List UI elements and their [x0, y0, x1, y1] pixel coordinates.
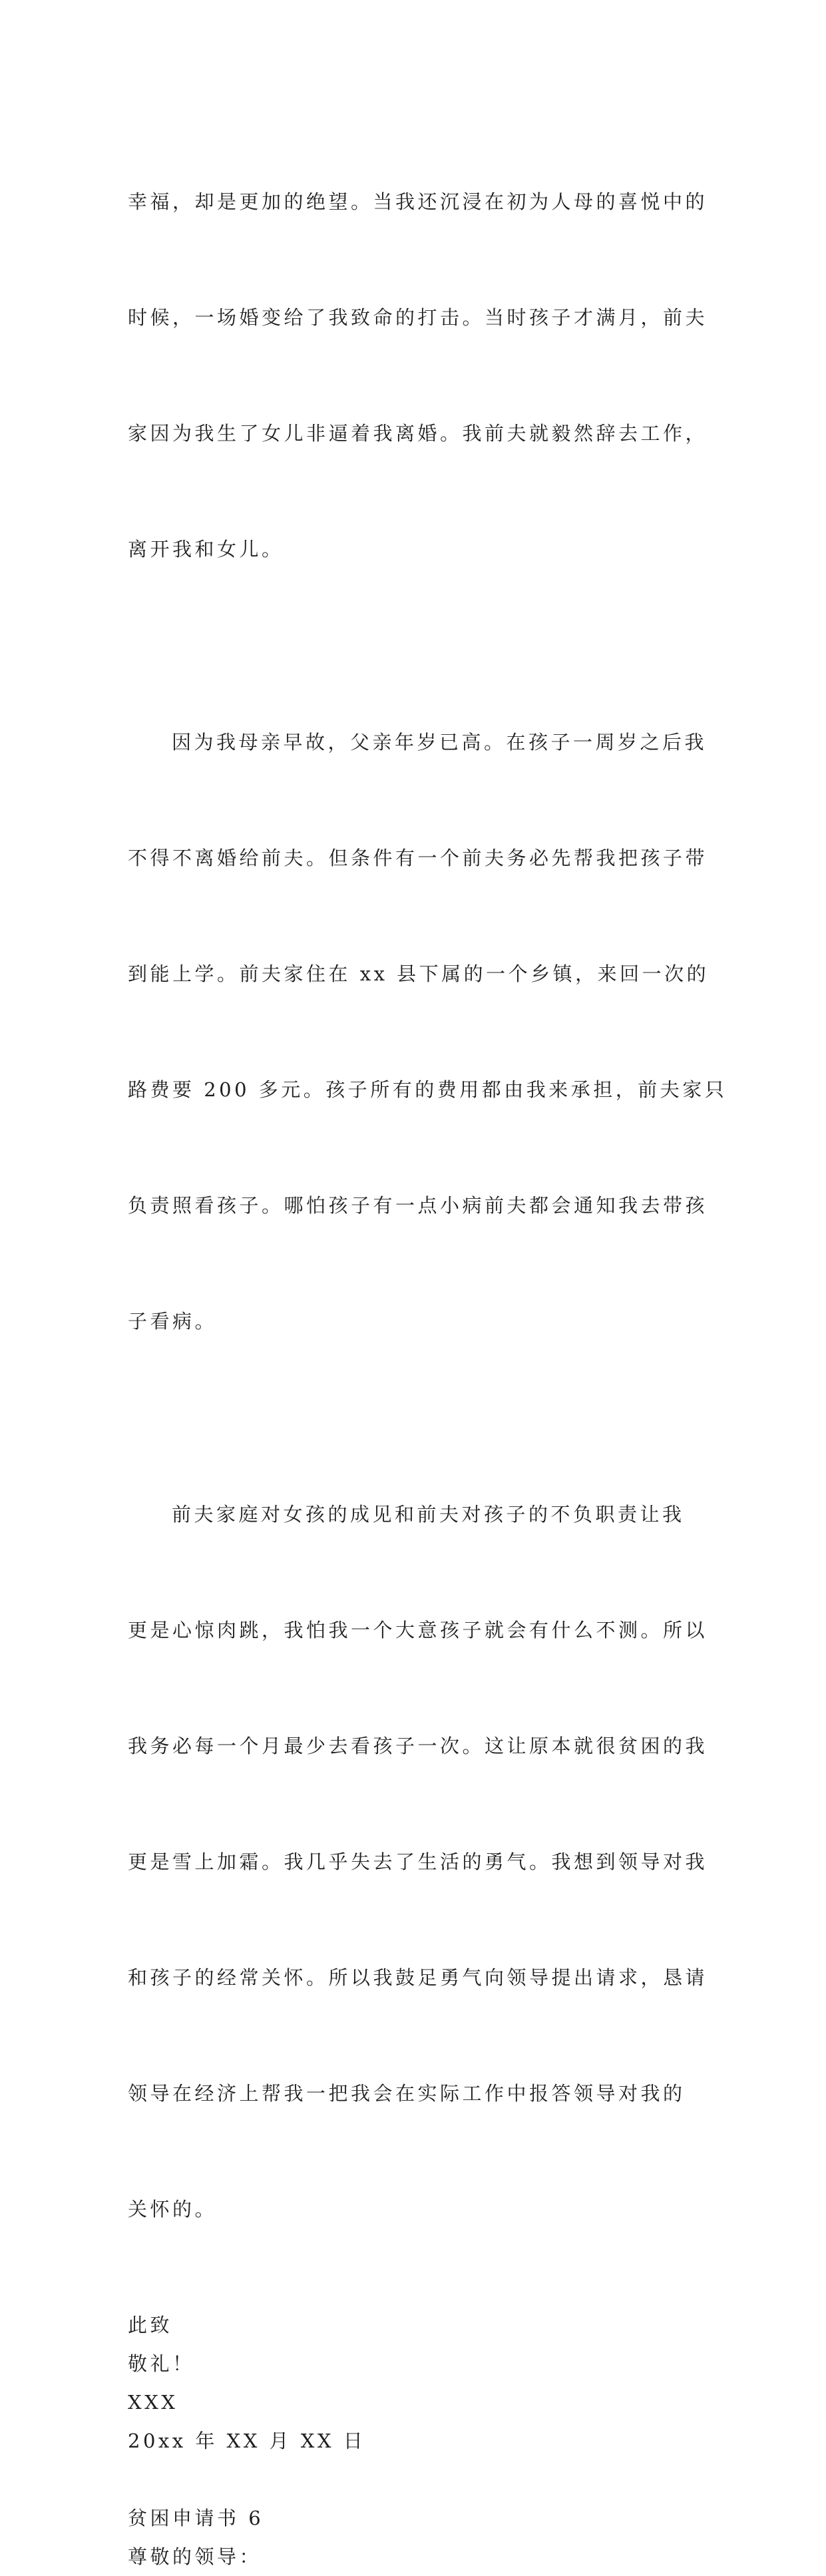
paragraph-3-line: 我务必每一个月最少去看孩子一次。这让原本就很贫困的我	[128, 1735, 708, 1757]
salute-line: 敬礼！	[128, 2352, 195, 2375]
letter-body	[128, 105, 727, 2576]
paragraph-3-line: 和孩子的经常关怀。所以我鼓足勇气向领导提出请求，恳请	[128, 1966, 708, 1989]
paragraph-2-line: 子看病。	[128, 1310, 218, 1333]
paragraph-1-line: 家因为我生了女儿非逼着我离婚。我前夫就毅然辞去工作，	[128, 422, 708, 445]
paragraph-3	[128, 1418, 708, 2306]
paragraph-3-line: 更是雪上加霜。我几乎失去了生活的勇气。我想到领导对我	[128, 1850, 708, 1873]
paragraph-2-line: 路费要 200 多元。孩子所有的费用都由我来承担，前夫家只	[128, 1078, 727, 1101]
paragraph-3-line: 前夫家庭对女孩的成见和前夫对孩子的不负职责让我	[172, 1503, 685, 1526]
paragraph-3-line: 关怀的。	[128, 2198, 218, 2221]
paragraph-1-line: 幸福，却是更加的绝望。当我还沉浸在初为人母的喜悦中的	[128, 190, 708, 213]
date-line: 20xx 年 XX 月 XX 日	[128, 2430, 366, 2452]
paragraph-2-line: 负责照看孩子。哪怕孩子有一点小病前夫都会通知我去带孩	[128, 1194, 708, 1217]
signature-line: XXX	[128, 2391, 178, 2414]
paragraph-1	[128, 105, 708, 646]
next-section-title: 贫困申请书 6	[128, 2507, 264, 2529]
paragraph-2-line: 因为我母亲早故，父亲年岁已高。在孩子一周岁之后我	[172, 731, 708, 753]
paragraph-1-line: 离开我和女儿。	[128, 538, 284, 560]
paragraph-2-line: 到能上学。前夫家住在 xx 县下属的一个乡镇，来回一次的	[128, 963, 710, 985]
section-gap	[128, 2460, 700, 2499]
paragraph-3-line: 领导在经济上帮我一把我会在实际工作中报答领导对我的	[128, 2082, 686, 2105]
paragraph-2-line: 不得不离婚给前夫。但条件有一个前夫务必先帮我把孩子带	[128, 847, 708, 869]
paragraph-3-line: 更是心惊肉跳，我怕我一个大意孩子就会有什么不测。所以	[128, 1619, 708, 1641]
paragraph-2	[128, 646, 727, 1418]
paragraph-1-line: 时候，一场婚变给了我致命的打击。当时孩子才满月，前夫	[128, 306, 708, 329]
next-section-greeting: 尊敬的领导：	[128, 2545, 262, 2568]
closing-line: 此致	[128, 2314, 173, 2336]
